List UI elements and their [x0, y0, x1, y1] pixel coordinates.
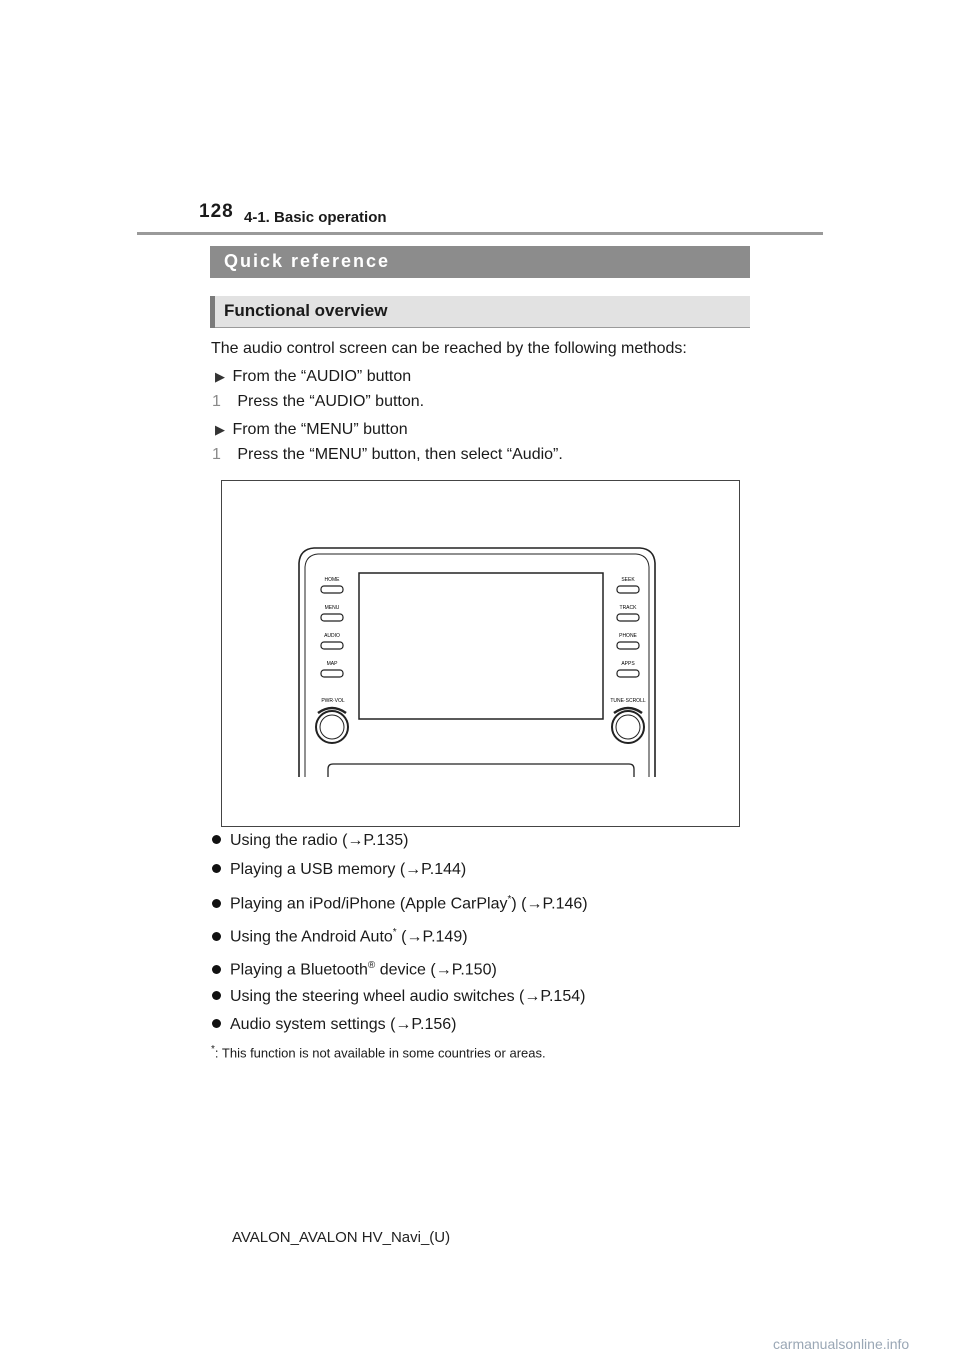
phone-button: [617, 642, 639, 649]
triangle-bullet-icon: ▶: [215, 422, 225, 437]
head-unit-figure: [221, 480, 740, 827]
method-menu-title: [215, 421, 408, 439]
tune-scroll-knob: [612, 711, 644, 743]
page-reference-link[interactable]: P.149): [422, 928, 468, 946]
arrow-icon: →: [405, 861, 422, 878]
feature-text-tail: device (: [375, 961, 436, 979]
feature-text: Playing an iPod/iPhone (Apple CarPlay: [230, 895, 508, 913]
functional-overview-heading: [210, 296, 750, 328]
method-title-text: From the “MENU” button: [232, 421, 408, 438]
bullet-dot-icon: [212, 1019, 221, 1028]
method-audio-title: [215, 368, 411, 386]
feature-text: Using the Android Auto: [230, 928, 393, 946]
footnote-marker: *: [211, 1044, 215, 1055]
method-title-text: From the “AUDIO” button: [232, 368, 412, 385]
page-reference-link[interactable]: P.154): [540, 988, 586, 1005]
pwr-vol-knob: [316, 711, 348, 743]
page-number: 128: [199, 201, 234, 222]
feature-item: [212, 960, 497, 979]
functional-overview-title: Functional overview: [224, 301, 388, 320]
page-reference-link[interactable]: P.144): [421, 861, 467, 878]
method-menu-step: [212, 446, 563, 464]
tune-scroll-label: TUNE·SCROLL: [610, 698, 646, 704]
page-reference-link[interactable]: P.135): [363, 832, 409, 849]
map-button-label: MAP: [326, 661, 338, 667]
phone-button-label: PHONE: [619, 633, 637, 639]
footnote: [211, 1044, 546, 1060]
step-text: Press the “MENU” button, then select “Audio”.: [237, 446, 563, 463]
page-reference-link[interactable]: P.156): [411, 1016, 457, 1033]
arrow-icon: →: [526, 895, 543, 913]
audio-button: [321, 642, 343, 649]
head-unit-illustration: [222, 481, 739, 826]
feature-text-tail: ) (: [511, 895, 527, 913]
step-number: 1: [212, 446, 221, 463]
arrow-icon: →: [347, 832, 364, 849]
footnote-text: : This function is not available in some countries or areas.: [214, 1045, 546, 1061]
page-reference-link[interactable]: P.150): [451, 961, 497, 979]
apps-button-label: APPS: [621, 661, 635, 667]
feature-item: [212, 832, 408, 850]
feature-item: [212, 894, 588, 913]
arrow-icon: →: [435, 961, 452, 979]
arrow-icon: →: [395, 1016, 412, 1033]
site-watermark: carmanualsonline.info: [773, 1336, 910, 1352]
intro-paragraph: The audio control screen can be reached by the following methods:: [211, 340, 687, 357]
menu-button: [321, 614, 343, 621]
feature-item: [212, 861, 466, 879]
quick-reference-heading: [210, 246, 750, 278]
bullet-dot-icon: [212, 965, 221, 974]
home-button-label: HOME: [324, 577, 340, 583]
step-number: 1: [212, 393, 221, 410]
feature-text: Audio system settings (: [230, 1016, 396, 1033]
feature-text: Using the radio (: [230, 832, 348, 849]
footnote-marker: *: [507, 894, 512, 905]
bullet-dot-icon: [212, 864, 221, 873]
track-button: [617, 614, 639, 621]
home-button: [321, 586, 343, 593]
triangle-bullet-icon: ▶: [215, 369, 225, 384]
feature-text-tail: (: [396, 928, 407, 946]
feature-text: Playing a USB memory (: [230, 861, 406, 878]
arrow-icon: →: [524, 988, 541, 1005]
feature-item: [212, 988, 585, 1006]
feature-item: [212, 1016, 456, 1034]
feature-text: Playing a Bluetooth: [230, 961, 368, 979]
audio-button-label: AUDIO: [324, 633, 340, 639]
footer-model-code: AVALON_AVALON HV_Navi_(U): [232, 1229, 451, 1246]
bullet-dot-icon: [212, 991, 221, 1000]
method-audio-step: [212, 393, 424, 411]
bullet-dot-icon: [212, 932, 221, 941]
page-reference-link[interactable]: P.146): [542, 895, 588, 913]
section-header: 4-1. Basic operation: [244, 209, 387, 226]
seek-button-label: SEEK: [621, 577, 635, 583]
track-button-label: TRACK: [619, 605, 637, 611]
feature-item: [212, 927, 468, 946]
menu-button-label: MENU: [324, 605, 340, 611]
step-text: Press the “AUDIO” button.: [237, 393, 425, 410]
footnote-marker: *: [392, 927, 397, 938]
seek-button: [617, 586, 639, 593]
apps-button: [617, 670, 639, 677]
heading-accent-bar: [210, 296, 215, 328]
quick-reference-title: Quick reference: [224, 251, 391, 271]
feature-text: Using the steering wheel audio switches (: [230, 988, 525, 1005]
arrow-icon: →: [406, 928, 423, 946]
registered-mark: ®: [367, 960, 376, 971]
header-divider: [137, 232, 823, 235]
bullet-dot-icon: [212, 835, 221, 844]
bullet-dot-icon: [212, 899, 221, 908]
map-button: [321, 670, 343, 677]
pwr-vol-label: PWR·VOL: [321, 698, 345, 704]
